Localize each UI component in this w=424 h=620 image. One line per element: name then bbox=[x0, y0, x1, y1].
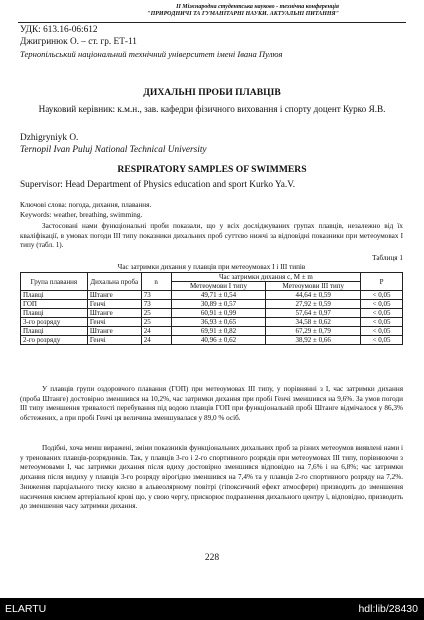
table-header-row-1 bbox=[21, 273, 403, 282]
paragraph-3: Подібні, хоча менш виражені, зміни показників функціональних дихальних проб за різних метеоумов виявлені нами і у тренованих плавців-розрядників. Так, у плавців 3-го і 2-го спортивного розрядів при метеоумовах III типу, порівнюючи з метеоумовами І, час затримки дихання після вдиху достовірно зменшився відповідно на 7,6% і на 6,8%; час затримки дихання після видиху у плавців 3-го розряду вірогідно зменшився на 7,4% та у плавців 2-го спортивного розряду на 7,2%. Зниження парціального тиску кисню в альвеолярному повітрі (гіпоксичний ефект атмосфери) призводить до зменшення насичення киснем артеріальної крові що, у свою чергу, прискорює подразнення дихального центру і, відповідно, призводить до зменшення часу затримки дихання. bbox=[20, 444, 403, 511]
cell-group: 2-го розряду bbox=[21, 336, 88, 345]
university-ua: Тернопільський національний технічний університет імені Івана Пулюя bbox=[20, 49, 283, 59]
title-en: RESPIRATORY SAMPLES OF SWIMMERS bbox=[117, 164, 307, 175]
table-number: Таблиця 1 bbox=[372, 254, 403, 262]
keywords-ua: Ключові слова: погода, дихання, плавання. bbox=[20, 201, 152, 209]
repository-name[interactable]: ELARTU bbox=[5, 603, 47, 615]
cell-test: Штанге bbox=[87, 291, 141, 300]
conference-header bbox=[0, 4, 424, 17]
keywords-en: Keywords: weather, breathing, swimming. bbox=[20, 211, 143, 219]
table-row bbox=[21, 309, 403, 318]
header-group: Група плавання bbox=[21, 273, 88, 291]
cell-group: Плавці bbox=[21, 291, 88, 300]
paragraph-1: Застосовані нами функціональні проби показали, що у всіх досліджуваних групах плавців, незалежно від їх кваліфікації, в умовах погоди III типу показники дихальних проб суттєво нижчі за відповідні показники при метеоумовах І типу (табл. 1). bbox=[20, 222, 403, 250]
table-caption: Час затримки дихання у плавців при метеоумовах І і III типів bbox=[117, 263, 306, 271]
cell-n: 25 bbox=[141, 318, 171, 327]
cell-group: Плавці bbox=[21, 309, 88, 318]
cell-type3: 27,92 ± 0,59 bbox=[266, 300, 361, 309]
cell-type3: 44,64 ± 0,59 bbox=[266, 291, 361, 300]
cell-p: < 0,05 bbox=[361, 300, 403, 309]
table-row bbox=[21, 336, 403, 345]
cell-p: < 0,05 bbox=[361, 327, 403, 336]
table-row bbox=[21, 327, 403, 336]
cell-test: Штанге bbox=[87, 309, 141, 318]
supervisor-ua: Науковий керівник: к.м.н., зав. кафедри фізичного виховання і спорту доцент Курко Я.В. bbox=[38, 104, 386, 114]
cell-p: < 0,05 bbox=[361, 291, 403, 300]
cell-n: 73 bbox=[141, 300, 171, 309]
university-en: Ternopil Ivan Puluj National Technical University bbox=[20, 145, 207, 155]
cell-test: Штанге bbox=[87, 327, 141, 336]
cell-test: Генчі bbox=[87, 318, 141, 327]
header-test: Дихальна проба bbox=[87, 273, 141, 291]
header-p: P bbox=[361, 273, 403, 291]
cell-group: ГОП bbox=[21, 300, 88, 309]
cell-type1: 30,89 ± 0,57 bbox=[171, 300, 266, 309]
cell-type3: 34,58 ± 0,62 bbox=[266, 318, 361, 327]
table-row bbox=[21, 300, 403, 309]
cell-n: 24 bbox=[141, 336, 171, 345]
cell-n: 24 bbox=[141, 327, 171, 336]
cell-type1: 49,71 ± 0,54 bbox=[171, 291, 266, 300]
header-n: n bbox=[141, 273, 171, 291]
cell-type3: 38,92 ± 0,66 bbox=[266, 336, 361, 345]
author-en: Dzhigryniyk O. bbox=[20, 133, 79, 143]
supervisor-en: Supervisor: Head Department of Physics education and sport Kurko Ya.V. bbox=[20, 180, 296, 190]
cell-test: Генчі bbox=[87, 336, 141, 345]
cell-type1: 40,96 ± 0,62 bbox=[171, 336, 266, 345]
cell-type1: 69,91 ± 0,82 bbox=[171, 327, 266, 336]
handle-link[interactable]: hdl:lib/28430 bbox=[358, 603, 418, 615]
conference-line-2: "ПРИРОДНИЧІ ТА ГУМАНІТАРНІ НАУКИ. АКТУАЛЬНІ ПИТАННЯ" bbox=[147, 10, 339, 17]
cell-group: 3-го розряду bbox=[21, 318, 88, 327]
cell-n: 25 bbox=[141, 309, 171, 318]
cell-p: < 0,05 bbox=[361, 309, 403, 318]
header-type3: Метеоумови ІІІ типу bbox=[266, 282, 361, 291]
cell-test: Генчі bbox=[87, 300, 141, 309]
paragraph-2: У плавців групи оздоровчого плавання (ГОП) при метеоумовах III типу, у порівнянні з І, час затримки дихання (проба Штанге) достовірно зменшився на 10,2%, час затримки дихання при пробі Генчі зменшився на 9,6%. За умов погоди III типу зменшення тривалості перебування під водою плавців ГОП при функціональній пробі Штанге відмічалося у 86,3% обстежених, а при пробі Генчі ця величина зменшувалася у 89,0 % осіб. bbox=[20, 385, 403, 423]
cell-group: Плавці bbox=[21, 327, 88, 336]
cell-type3: 57,64 ± 0,97 bbox=[266, 309, 361, 318]
cell-n: 73 bbox=[141, 291, 171, 300]
header-rule bbox=[18, 22, 406, 23]
table-row bbox=[21, 291, 403, 300]
conference-line-1: II Міжнародна студентська науково - технічна конференція bbox=[176, 4, 339, 10]
title-ua: ДИХАЛЬНІ ПРОБИ ПЛАВЦІВ bbox=[143, 87, 281, 98]
cell-type1: 60,91 ± 0,99 bbox=[171, 309, 266, 318]
cell-type1: 36,93 ± 0,65 bbox=[171, 318, 266, 327]
udk-code: УДК: 613.16-06:612 bbox=[20, 25, 98, 35]
author-ua: Джигринюк О. – ст. гр. ЕТ-11 bbox=[20, 37, 137, 47]
cell-type3: 67,29 ± 0,79 bbox=[266, 327, 361, 336]
cell-p: < 0,05 bbox=[361, 318, 403, 327]
header-type1: Метеоумови І типу bbox=[171, 282, 266, 291]
results-table bbox=[20, 272, 403, 345]
cell-p: < 0,05 bbox=[361, 336, 403, 345]
page-number: 228 bbox=[204, 553, 220, 563]
table-row bbox=[21, 318, 403, 327]
repository-footer bbox=[0, 598, 424, 620]
header-time: Час затримки дихання с, M ± m bbox=[171, 273, 360, 282]
